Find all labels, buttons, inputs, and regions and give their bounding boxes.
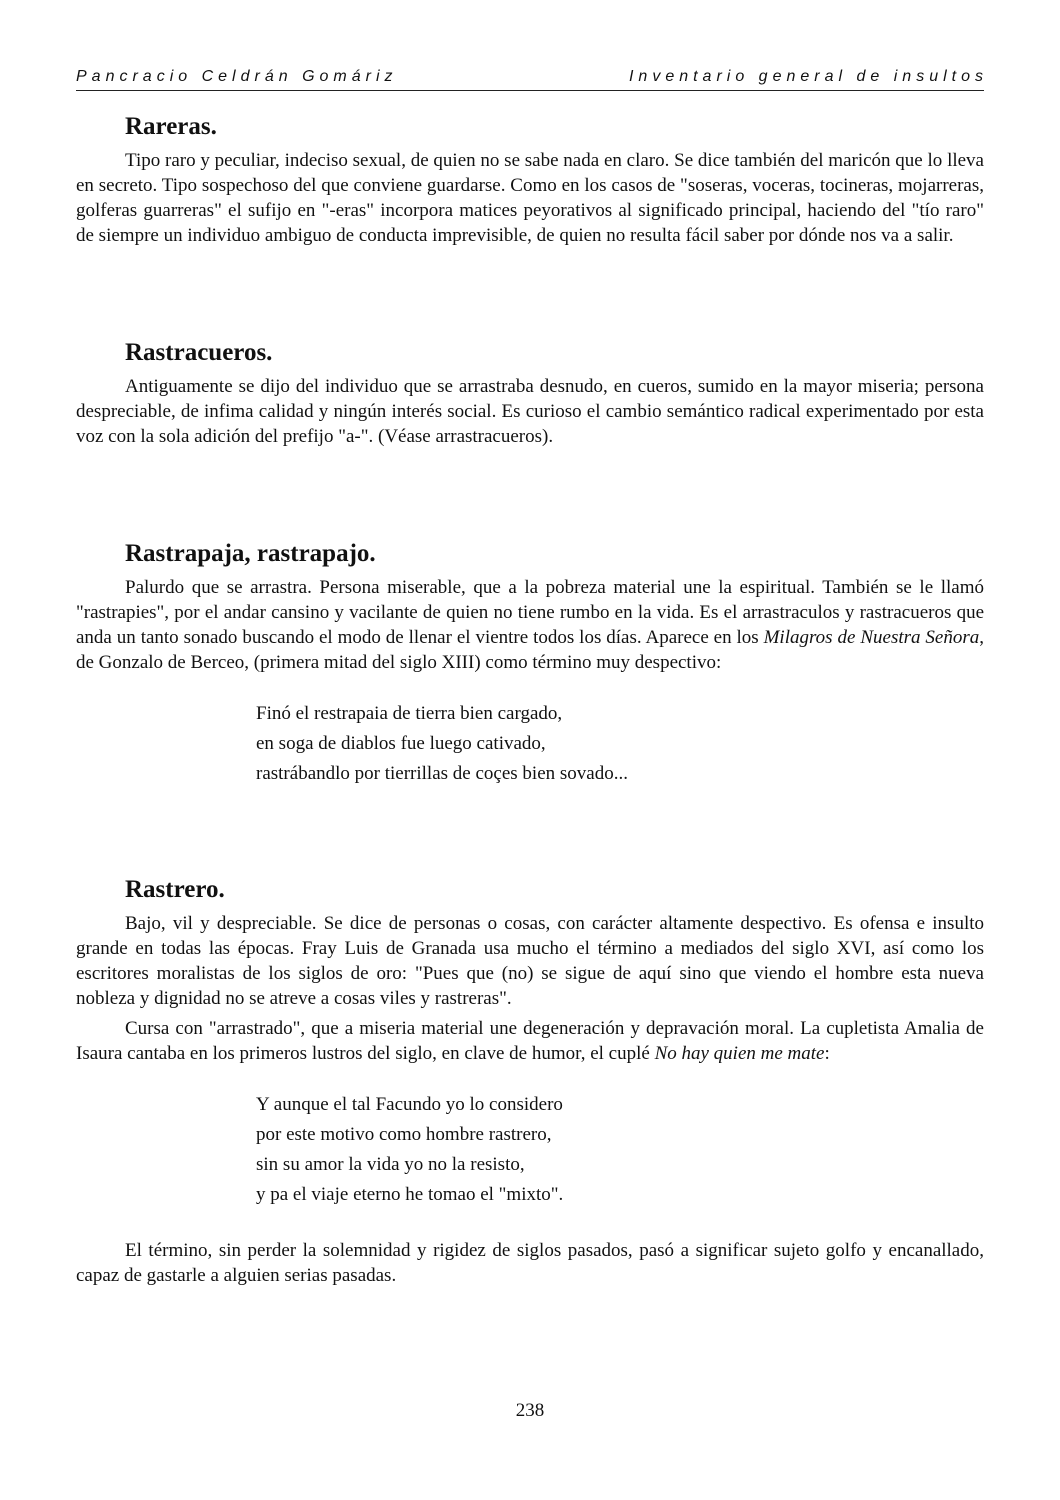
verse-line: sin su amor la vida yo no la resisto, bbox=[256, 1154, 525, 1175]
song-title: No hay quien me mate bbox=[654, 1043, 825, 1064]
entry-rastracueros bbox=[76, 336, 984, 449]
header-author: Pancracio Celdrán Gomáriz bbox=[76, 68, 398, 85]
verse-line: y pa el viaje eterno he tomao el "mixto". bbox=[256, 1184, 564, 1205]
section-spacer bbox=[76, 789, 984, 873]
entry-title: Rastrero. bbox=[125, 876, 225, 903]
paragraph-text: : bbox=[824, 1043, 830, 1064]
verse-quote bbox=[256, 699, 984, 789]
entry-rastrero bbox=[76, 873, 984, 1288]
entry-paragraph: Antiguamente se dijo del individuo que se arrastraba desnudo, en cueros, sumido en la mayor miseria; persona despreciable, de infima calidad y ningún interés social. Es curioso el cambio semántico radical experimentado por esta voz con la sola adición del prefijo "a-". (Véase arrastracueros). bbox=[76, 376, 984, 447]
entry-title: Rastracueros. bbox=[125, 339, 273, 366]
verse-line: Y aunque el tal Facundo yo lo considero bbox=[256, 1094, 563, 1115]
entry-paragraph bbox=[76, 1016, 984, 1066]
verse-quote bbox=[256, 1090, 984, 1210]
paragraph-text: , de Gonzalo de Berceo, (primera mitad del siglo XIII) como término muy despectivo: bbox=[76, 627, 984, 673]
entry-title: Rastrapaja, rastrapajo. bbox=[125, 540, 376, 567]
verse-line: en soga de diablos fue luego cativado, bbox=[256, 733, 546, 754]
verse-line: por este motivo como hombre rastrero, bbox=[256, 1124, 552, 1145]
section-spacer bbox=[76, 248, 984, 336]
running-header bbox=[76, 66, 988, 91]
entry-paragraph: Tipo raro y peculiar, indeciso sexual, de quien no se sabe nada en claro. Se dice también del maricón que lo lleva en secreto. Tipo sospechoso del que conviene guardarse. Como en los casos de "soseras, voceras, tocineras, mojarreras, golferas guarreras" el sufijo en "-eras" incorpora matices peyorativos al significado principal, haciendo del "tío raro" de siempre un individuo ambiguo de conducta imprevisible, de quien no resulta fácil saber por dónde nos va a salir. bbox=[76, 150, 984, 246]
paragraph-text: Cursa con "arrastrado", que a miseria material une degeneración y depravación moral. La cupletista Amalia de Isaura cantaba en los primeros lustros del siglo, en clave de humor, el cuplé bbox=[76, 1018, 984, 1064]
entry-title: Rareras. bbox=[125, 113, 217, 140]
verse-line: rastrábandlo por tierrillas de coçes bien sovado... bbox=[256, 763, 628, 784]
verse-line: Finó el restrapaia de tierra bien cargado, bbox=[256, 703, 563, 724]
page-body bbox=[76, 110, 984, 1288]
header-book-title: Inventario general de insultos bbox=[628, 68, 988, 85]
entry-paragraph: El término, sin perder la solemnidad y rigidez de siglos pasados, pasó a significar sujeto golfo y encanallado, capaz de gastarle a alguien serias pasadas. bbox=[76, 1240, 984, 1286]
section-spacer bbox=[76, 449, 984, 537]
entry-rastrapaja bbox=[76, 537, 984, 789]
paragraph-text: Palurdo que se arrastra. Persona miserable, que a la pobreza material une la espiritual. También se le llamó "rastrapies", por el andar cansino y vacilante de quien no tiene rumbo en la vida. Es el arrastraculos y rastracueros que anda un tanto sonado buscando el modo de llenar el vientre todos los días. Aparece en los bbox=[76, 577, 984, 648]
entry-paragraph bbox=[76, 575, 984, 675]
work-title: Milagros de Nuestra Señora bbox=[763, 627, 980, 648]
page-number: 238 bbox=[515, 1400, 545, 1421]
entry-paragraph: Bajo, vil y despreciable. Se dice de personas o cosas, con carácter altamente despectivo. Es ofensa e insulto grande en todas las épocas. Fray Luis de Granada usa mucho el término a mediados del siglo XVI, así como los escritores moralistas de los siglos de oro: "Pues que (no) se sigue de aquí sino que viendo el hombre esta nueva nobleza y dignidad no se atreve a cosas viles y rastreras". bbox=[76, 913, 984, 1009]
entry-rareras bbox=[76, 110, 984, 248]
